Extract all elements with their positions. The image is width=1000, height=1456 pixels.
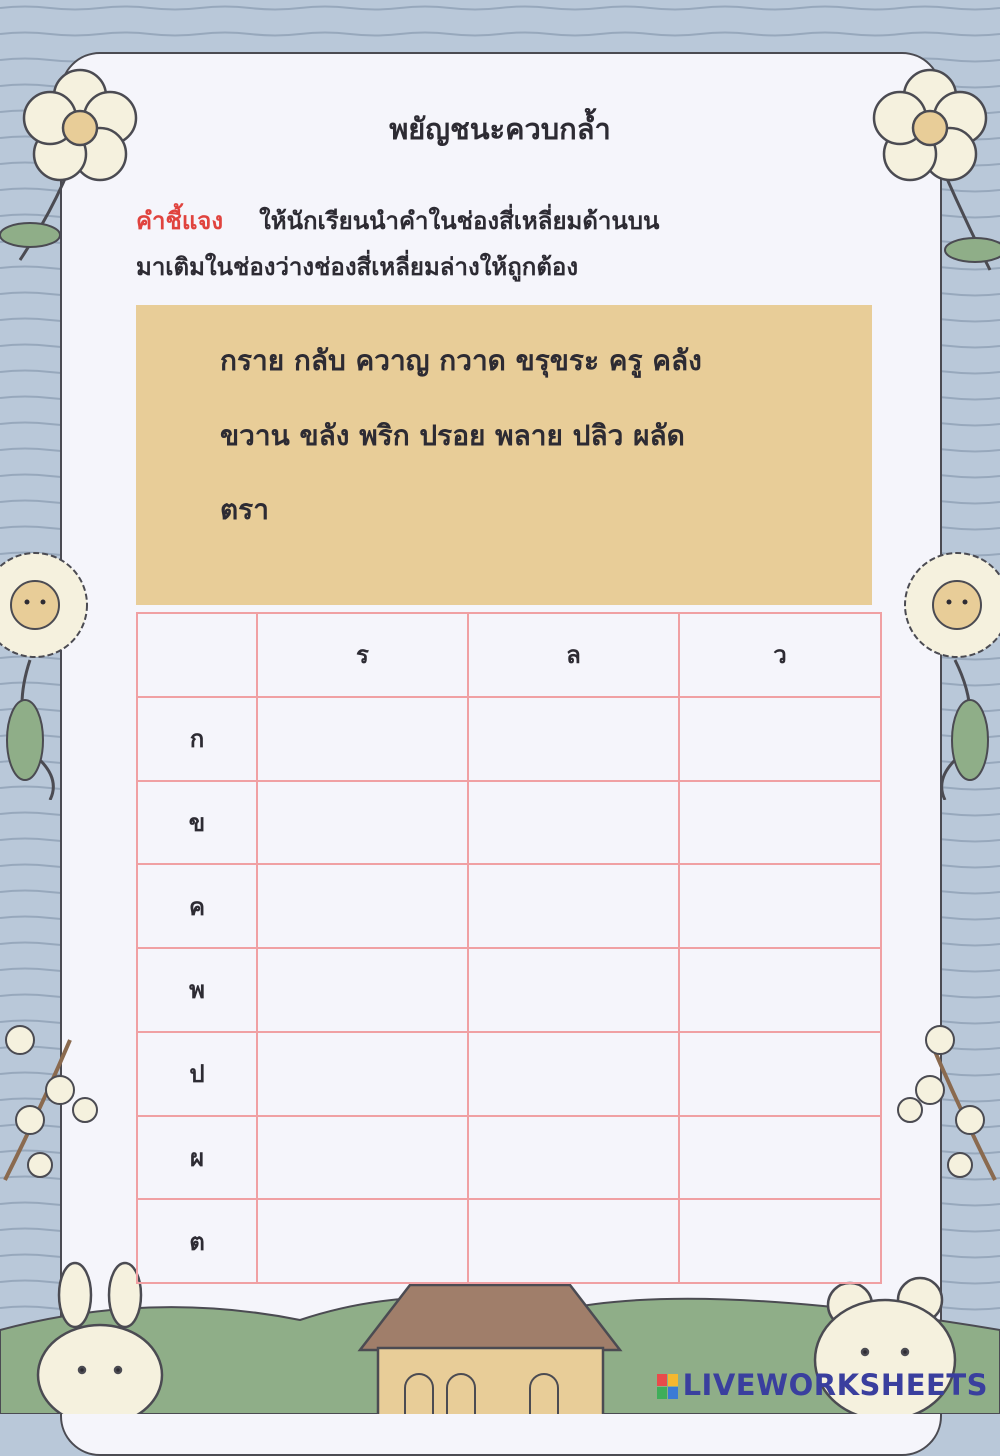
row-label: ป bbox=[137, 1032, 257, 1116]
answer-cell[interactable] bbox=[468, 1032, 679, 1116]
word-bank-line: กราย กลับ ควาญ กวาด ขรุขระ ครู คลัง bbox=[220, 344, 702, 377]
word-bank bbox=[136, 305, 872, 605]
worksheet-title: พยัญชนะควบกล้ำ bbox=[389, 112, 611, 146]
answer-cell[interactable] bbox=[257, 1116, 468, 1200]
row-label: พ bbox=[137, 948, 257, 1032]
answer-cell[interactable] bbox=[257, 948, 468, 1032]
table-row bbox=[137, 1199, 881, 1283]
table-row bbox=[137, 948, 881, 1032]
row-label: ค bbox=[137, 864, 257, 948]
answer-cell[interactable] bbox=[468, 1199, 679, 1283]
answer-cell[interactable] bbox=[679, 697, 881, 781]
table-row bbox=[137, 1032, 881, 1116]
instruction-line-2: มาเติมในช่องว่างช่องสี่เหลี่ยมล่างให้ถูกต้อง bbox=[136, 253, 579, 281]
row-label: ก bbox=[137, 697, 257, 781]
answer-cell[interactable] bbox=[468, 948, 679, 1032]
answer-cell[interactable] bbox=[257, 697, 468, 781]
liveworksheets-logo[interactable] bbox=[657, 1368, 988, 1402]
row-label: ต bbox=[137, 1199, 257, 1283]
header-cell: ร bbox=[257, 613, 468, 697]
row-label: ผ bbox=[137, 1116, 257, 1200]
table-row bbox=[137, 781, 881, 865]
word-bank-line: ขวาน ขลัง พริก ปรอย พลาย ปลิว ผลัด bbox=[220, 419, 685, 452]
answer-cell[interactable] bbox=[679, 1032, 881, 1116]
answer-cell[interactable] bbox=[257, 864, 468, 948]
answer-cell[interactable] bbox=[679, 948, 881, 1032]
answer-cell[interactable] bbox=[468, 781, 679, 865]
instructions bbox=[136, 198, 856, 290]
answer-table bbox=[136, 612, 882, 1284]
instruction-line-1: ให้นักเรียนนำคำในช่องสี่เหลี่ยมด้านบน bbox=[259, 207, 660, 235]
answer-cell[interactable] bbox=[257, 781, 468, 865]
blossom-branch-icon bbox=[0, 1010, 120, 1190]
header-cell: ล bbox=[468, 613, 679, 697]
answer-cell[interactable] bbox=[468, 697, 679, 781]
answer-cell[interactable] bbox=[257, 1032, 468, 1116]
word-bank-line: ตรา bbox=[220, 493, 269, 526]
header-cell bbox=[137, 613, 257, 697]
row-label: ข bbox=[137, 781, 257, 865]
liveworksheets-brand: LIVEWORKSHEETS bbox=[682, 1368, 988, 1402]
blossom-branch-icon bbox=[890, 1010, 1000, 1190]
flower-icon bbox=[850, 60, 1000, 290]
answer-cell[interactable] bbox=[257, 1199, 468, 1283]
table-row bbox=[137, 697, 881, 781]
answer-cell[interactable] bbox=[468, 1116, 679, 1200]
answer-cell[interactable] bbox=[468, 864, 679, 948]
liveworksheets-badge-icon bbox=[657, 1374, 679, 1400]
answer-cell[interactable] bbox=[679, 1199, 881, 1283]
header-cell: ว bbox=[679, 613, 881, 697]
answer-cell[interactable] bbox=[679, 781, 881, 865]
house-icon bbox=[360, 1285, 620, 1414]
table-row bbox=[137, 864, 881, 948]
bunny-icon bbox=[38, 1263, 162, 1414]
daisy-icon bbox=[0, 540, 110, 800]
table-header-row bbox=[137, 613, 881, 697]
answer-cell[interactable] bbox=[679, 1116, 881, 1200]
daisy-icon bbox=[885, 540, 1000, 800]
instruction-label: คำชี้แจง bbox=[136, 207, 224, 235]
table-row bbox=[137, 1116, 881, 1200]
answer-cell[interactable] bbox=[679, 864, 881, 948]
